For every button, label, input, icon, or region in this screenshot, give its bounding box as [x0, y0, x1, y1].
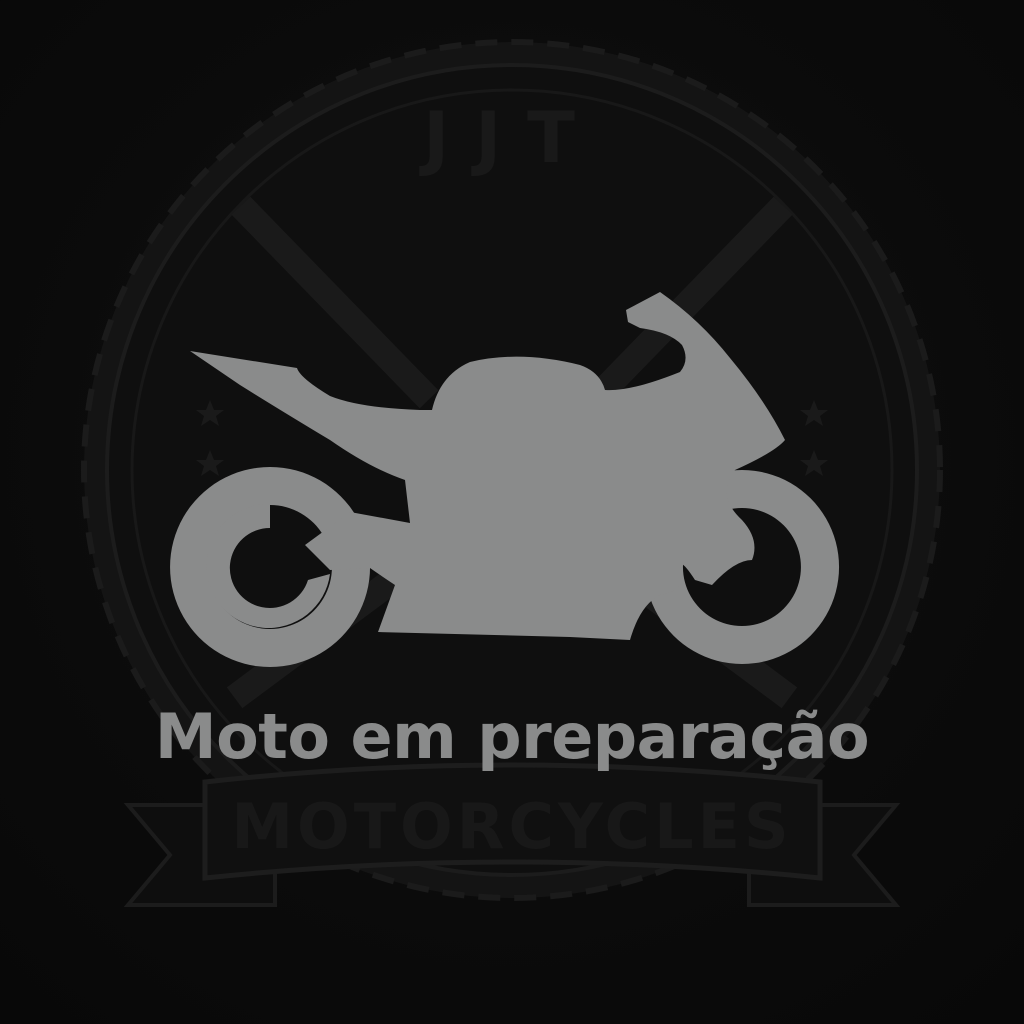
watermark-banner-text: MOTORCYCLES: [231, 790, 793, 863]
rear-hub: [207, 504, 330, 628]
watermark-top-text: JJT: [423, 97, 601, 179]
status-caption: Moto em preparação: [154, 700, 870, 773]
motorcycle-body: [190, 292, 785, 640]
